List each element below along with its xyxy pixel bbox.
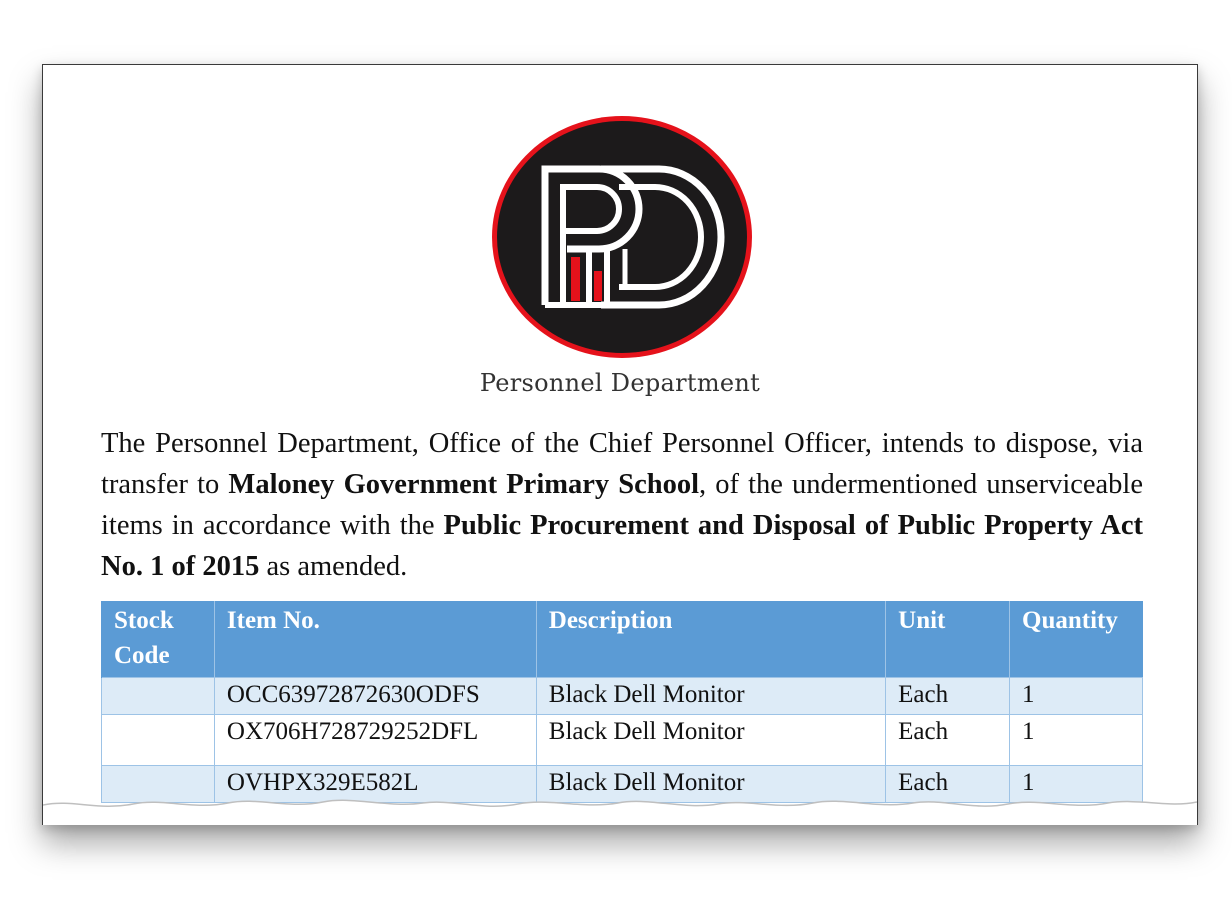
table-header-row [102,601,1143,678]
column-header-quantity: Quantity [1010,601,1143,678]
notice-text-1: The Personnel Department, Office of the Chief Personnel Officer, intends to dispose, via transfer to [101,428,1143,500]
cell-item-no: OVHPX329E582L [214,766,536,803]
column-header-description: Description [536,601,885,678]
act-name: Public Procurement and Disposal of Public Property Act No. 1 of 2015 [101,510,1143,582]
cell-stock-code [102,678,215,715]
cell-description: Black Dell Monitor [536,715,885,766]
table-row [102,678,1143,715]
torn-edge [43,777,1197,825]
cell-unit: Each [886,715,1010,766]
pd-logo [489,113,755,361]
cell-item-no: OCC63972872630ODFS [214,678,536,715]
cell-quantity: 1 [1010,766,1143,803]
cell-item-no: OX706H728729252DFL [214,715,536,766]
disposal-notice [101,423,1143,587]
cell-unit: Each [886,678,1010,715]
school-name: Maloney Government Primary School [228,469,700,500]
column-header-unit: Unit [886,601,1010,678]
table-row [102,715,1143,766]
cell-description: Black Dell Monitor [536,678,885,715]
cell-unit: Each [886,766,1010,803]
notice-text-3: as amended. [259,551,408,582]
document-page [42,64,1198,825]
cell-quantity: 1 [1010,678,1143,715]
notice-text-2: , of the undermentioned unserviceable items in accordance with the [101,469,1143,541]
department-caption: Personnel Department [479,369,761,397]
column-header-item-no: Item No. [214,601,536,678]
cell-description: Black Dell Monitor [536,766,885,803]
items-table [101,601,1143,803]
cell-stock-code [102,715,215,766]
cell-quantity: 1 [1010,715,1143,766]
column-header-stock-code: Stock Code [102,601,215,678]
